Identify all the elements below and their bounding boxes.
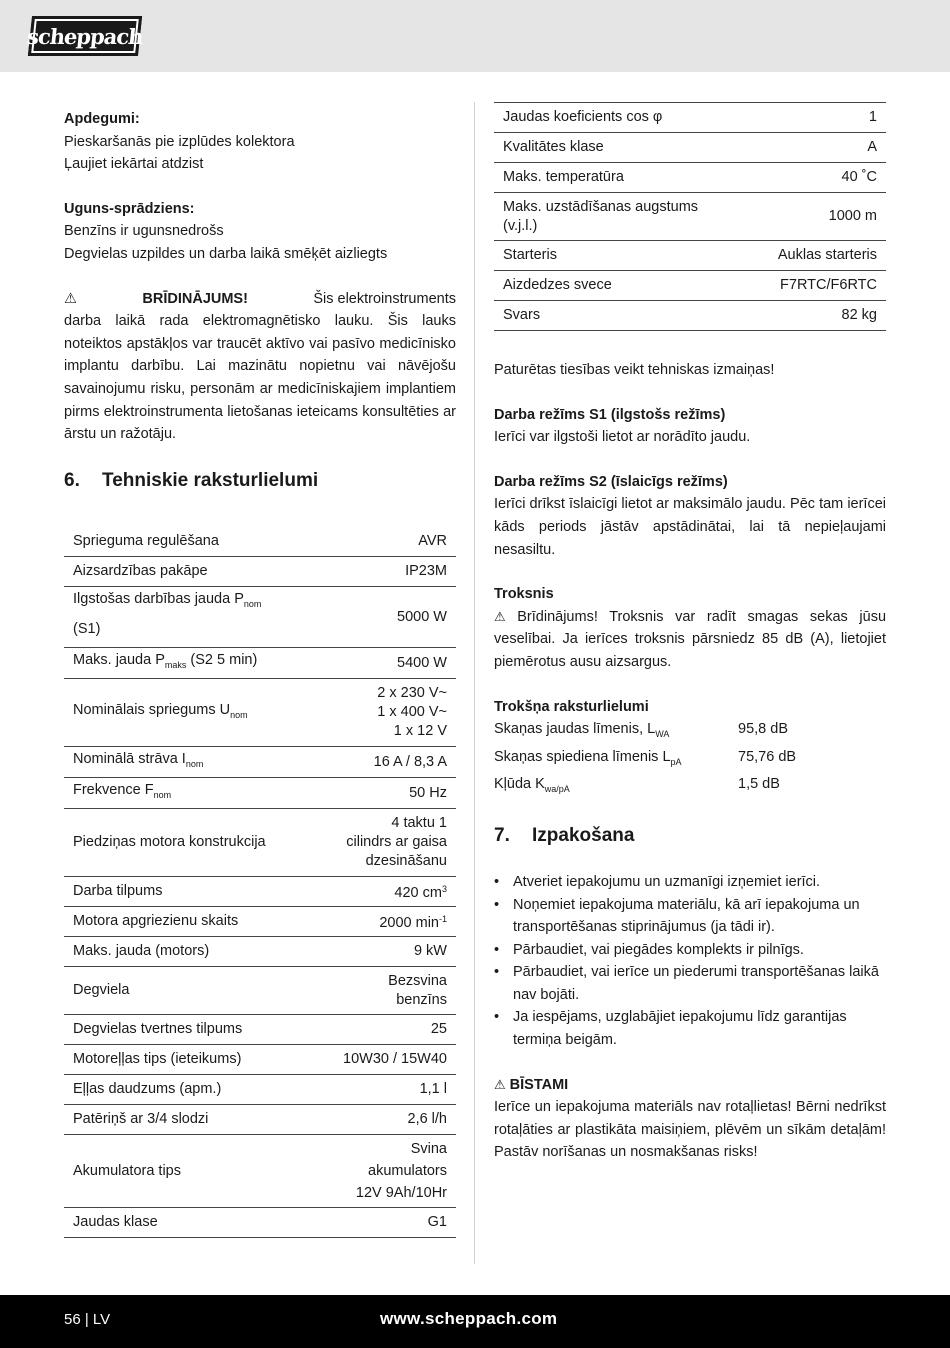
noise-row: Skaņas spiediena līmenis $L_{pA}$ 75,76 dB [494, 746, 886, 774]
section-title: Izpakošana [532, 824, 635, 846]
section-number: 6. [64, 469, 80, 491]
spec-label: Darba tilpums [64, 877, 312, 907]
spec-value: 5400 W [312, 648, 456, 679]
spec-value: AVR [312, 527, 456, 557]
table-row [64, 557, 456, 587]
spec-value: F7RTC/F6RTC [747, 271, 886, 301]
spec-value-cell: Svina akumulators 12V 9Ah/10Hr [312, 1135, 456, 1208]
uguns-line: Benzīns ir ugunsnedrošs [64, 223, 224, 240]
apdegumi-line: Pieskaršanās pie izplūdes kolektora [64, 133, 295, 150]
section-title: Tehniskie raksturlielumi [102, 469, 319, 491]
spec-value: 2,6 l/h [312, 1105, 456, 1135]
table-row [64, 648, 456, 679]
s1-text: Ierīci var ilgstoši lietot ar norādīto jaudu. [494, 429, 751, 446]
spec-label-cell: Maks. uzstādīšanas augstums (v.j.l.) [494, 193, 747, 241]
table-row [494, 301, 886, 331]
warning-first: Šis elektroinstruments [313, 290, 456, 307]
table-row [494, 241, 886, 271]
spec-value-cell: Bezsvina benzīns [312, 967, 456, 1015]
spec-table-right [494, 102, 886, 331]
spec-value-cell: 2 x 230 V~ 1 x 400 V~ 1 x 12 V [312, 679, 456, 747]
table-row [64, 1045, 456, 1075]
section-6-heading [64, 468, 456, 494]
table-row [64, 747, 456, 778]
table-row [64, 1015, 456, 1045]
uguns-line: Degvielas uzpildes un darba laikā smēķēt aizliegts [64, 245, 388, 262]
unpack-list [494, 871, 886, 1052]
table-row [64, 679, 456, 747]
right-column [494, 102, 886, 1164]
spec-label: Svars [494, 301, 747, 331]
spec-label: Aizdedzes svece [494, 271, 747, 301]
apdegumi-title: Apdegumi: [64, 111, 140, 127]
s2-text: Ierīci drīkst īslaicīgi lietot ar maksimālo jaudu. Pēc tam ierīcei kāds periods jāstāv apstādinātai, lai tā nepieļaujami nesasiltu. [494, 496, 886, 558]
spec-label: Eļļas daudzums (apm.) [64, 1075, 312, 1105]
list-item: • Noņemiet iepakojuma materiālu, kā arī iepakojuma un transportēšanas stiprinājumus (ja tādi ir). [494, 894, 886, 939]
list-item: • Ja iespējams, uzglabājiet iepakojumu līdz garantijas termiņa beigām. [494, 1006, 886, 1051]
table-row [64, 907, 456, 937]
spec-label: Jaudas klase [64, 1208, 312, 1238]
spec-value: 16 A / 8,3 A [312, 747, 456, 778]
spec-value: 9 kW [312, 937, 456, 967]
spec-label: Starteris [494, 241, 747, 271]
section-7-heading [494, 823, 886, 849]
warning-body: darba laikā rada elektromagnētisko lauku. Šis lauks noteiktos apstākļos var traucēt aktīvo vai pasīvo medicīnisko implantu darbību. Lai mazinātu nopietnu vai nāvējošu savainojumu risku, personām ar medicīniskajiem implantiem pirms elektroinstrumenta lietošanas ieteicams konsultēties ar ārstu un ražotāju. [64, 313, 456, 443]
table-row [64, 778, 456, 809]
spec-value-cell: 420 $cm^3$ [312, 877, 456, 907]
spec-label: Piedziņas motora konstrukcija [64, 809, 312, 877]
spec-value: IP23M [312, 557, 456, 587]
column-divider [474, 102, 475, 1264]
warning-icon: ⚠ [494, 608, 514, 624]
spec-label: Motoreļļas tips (ieteikums) [64, 1045, 312, 1075]
spec-value: 82 kg [747, 301, 886, 331]
website-link[interactable]: www.scheppach.com [380, 1309, 558, 1328]
spec-label: Kvalitātes klase [494, 133, 747, 163]
warning-label: BRĪDINĀJUMS! [142, 290, 248, 307]
spec-value: 10W30 / 15W40 [312, 1045, 456, 1075]
page-header [0, 0, 950, 72]
spec-table-left [64, 527, 456, 1239]
spec-value: 1 [747, 103, 886, 133]
spec-label-cell: Maks. jauda $P_{maks}$ (S2 5 min) [64, 648, 312, 679]
table-row [64, 877, 456, 907]
table-row [64, 937, 456, 967]
spec-label: Jaudas koeficients cos φ [494, 103, 747, 133]
spec-value: 5000 W [312, 587, 456, 648]
noise-value: 75,76 dB [738, 748, 797, 765]
warning-icon: ⚠ [494, 1076, 506, 1092]
spec-value: Auklas starteris [747, 241, 886, 271]
spec-value: 25 [312, 1015, 456, 1045]
spec-label-cell: Nominālā strāva $I_{nom}$ [64, 747, 312, 778]
spec-value: A [747, 133, 886, 163]
noise-table [494, 718, 886, 801]
table-row [64, 1208, 456, 1238]
list-item: • Pārbaudiet, vai piegādes komplekts ir pilnīgs. [494, 939, 886, 962]
warning-icon: ⚠ [64, 290, 77, 307]
table-row [64, 1135, 456, 1208]
table-row [494, 193, 886, 241]
table-row [494, 133, 886, 163]
spec-label: Degvielas tvertnes tilpums [64, 1015, 312, 1045]
list-item: • Atveriet iepakojumu un uzmanīgi izņemiet ierīci. [494, 871, 886, 894]
s2-title: Darba režīms S2 (īslaicīgs režīms) [494, 473, 728, 490]
spec-value: 1000 m [747, 193, 886, 241]
spec-label: Aizsardzības pakāpe [64, 557, 312, 587]
table-row [64, 809, 456, 877]
noise-row: Kļūda $K_{wa/pA}$ 1,5 dB [494, 773, 886, 801]
noise-row: Skaņas jaudas līmenis, $L_{WA}$ 95,8 dB [494, 718, 886, 746]
table-row [64, 527, 456, 557]
list-item: • Pārbaudiet, vai ierīce un piederumi transportēšanas laikā nav bojāti. [494, 961, 886, 1006]
table-row [64, 967, 456, 1015]
scheppach-logo: scheppach [28, 16, 142, 56]
spec-value: 40 ˚C [747, 163, 886, 193]
s1-title: Darba režīms S1 (ilgstošs režīms) [494, 406, 726, 423]
table-row [64, 1105, 456, 1135]
spec-label-cell: Nominālais spriegums $U_{nom}$ [64, 679, 312, 747]
spec-label-cell: Frekvence $F_{nom}$ [64, 778, 312, 809]
spec-label-cell: Ilgstošas darbības jauda $P_{nom}$ (S1) [64, 587, 312, 648]
reserve-note: Paturētas tiesības veikt tehniskas izmaiņas! [494, 362, 775, 378]
section-number: 7. [494, 824, 510, 846]
page-number: 56 | LV [64, 1311, 111, 1328]
page-footer [0, 1295, 950, 1348]
noise-char-title: Trokšņa raksturlielumi [494, 698, 649, 715]
spec-label: Maks. temperatūra [494, 163, 747, 193]
spec-label: Patēriņš ar 3/4 slodzi [64, 1105, 312, 1135]
spec-value-cell: 4 taktu 1 cilindrs ar gaisa dzesināšanu [312, 809, 456, 877]
table-row [494, 103, 886, 133]
spec-value: 50 Hz [312, 778, 456, 809]
table-row [494, 163, 886, 193]
danger-title: ⚠ BĪSTAMI [494, 1076, 569, 1093]
table-row [64, 1075, 456, 1105]
spec-value-cell: 2000 $\min^{-1}$ [312, 907, 456, 937]
danger-text: Ierīce un iepakojuma materiāls nav rotaļlietas! Bērni nedrīkst rotaļāties ar plastikāta maisiņiem, plēvēm un sīkām detaļām! Pastāv norīšanas un nosmakšanas risks! [494, 1099, 886, 1161]
spec-label: Maks. jauda (motors) [64, 937, 312, 967]
left-column [64, 108, 456, 1238]
table-row [494, 271, 886, 301]
uguns-title: Uguns-sprādziens: [64, 200, 195, 217]
warning-first-line [64, 288, 456, 311]
noise-value: 95,8 dB [738, 721, 788, 738]
table-row [64, 587, 456, 648]
spec-label: Sprieguma regulēšana [64, 527, 312, 557]
noise-warning: ⚠ Brīdinājums! Troksnis var radīt smagas sekas jūsu veselībai. Ja ierīces troksnis pārsniedz 85 dB (A), lietojiet piemērotus ausu aizsargus. [494, 608, 887, 670]
spec-value: 1,1 l [312, 1075, 456, 1105]
apdegumi-line: Ļaujiet iekārtai atdzist [64, 156, 204, 173]
spec-label: Akumulatora tips [64, 1135, 312, 1208]
noise-title: Troksnis [494, 586, 554, 603]
spec-label: Degviela [64, 967, 312, 1015]
spec-label: Motora apgriezienu skaits [64, 907, 312, 937]
spec-value: G1 [312, 1208, 456, 1238]
noise-value: 1,5 dB [738, 776, 780, 793]
